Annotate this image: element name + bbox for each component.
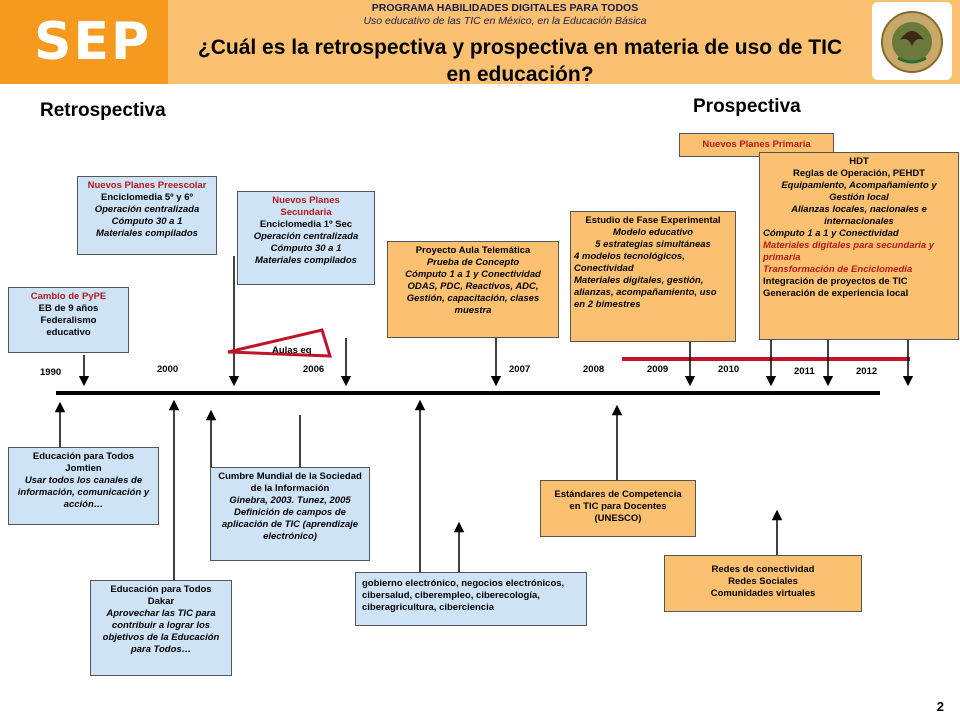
hdt-title: Reglas de Operación, PEHDT xyxy=(793,168,925,179)
dakar-line: para Todos… xyxy=(130,644,192,655)
jomtien-title: Educación para Todos xyxy=(32,451,135,462)
jomtien-title: Jomtien xyxy=(65,463,102,474)
pype-line: educativo xyxy=(46,327,91,338)
hdt-line: Gestión local xyxy=(829,192,889,203)
dakar-line: Aprovechar las TIC para xyxy=(106,608,216,619)
year-label: 2000 xyxy=(157,364,179,375)
experimental-line: 4 modelos tecnológicos, xyxy=(574,251,685,262)
secundaria-title: Nuevos Planes xyxy=(272,195,340,206)
hdt-line: Cómputo 1 a 1 y Conectividad xyxy=(763,228,899,239)
unesco-line: en TIC para Docentes xyxy=(569,501,667,512)
preescolar-line: Cómputo 30 a 1 xyxy=(111,216,183,227)
year-label: 2008 xyxy=(583,364,605,375)
jomtien-line: información, comunicación y xyxy=(17,487,150,498)
year-label: 2009 xyxy=(647,364,669,375)
primaria-box: Nuevos Planes Primaria xyxy=(679,133,834,157)
preescolar-line: Enciclomedia 5º y 6º xyxy=(101,192,193,203)
secundaria-line: Cómputo 30 a 1 xyxy=(270,243,342,254)
gobierno-line: gobierno electrónico, negocios electrónicos, xyxy=(362,578,565,589)
pype-title: Cambio de PyPE xyxy=(30,291,107,302)
hdt-line: Materiales digitales para secundaria y xyxy=(763,240,935,251)
unesco-line: (UNESCO) xyxy=(594,513,642,524)
cumbre-title: Cumbre Mundial de la Sociedad xyxy=(218,471,362,482)
dakar-line: contribuir a lograr los xyxy=(111,620,211,631)
program-title: PROGRAMA HABILIDADES DIGITALES PARA TODOS xyxy=(371,2,639,14)
cumbre-line: aplicación de TIC (aprendizaje xyxy=(221,519,359,530)
unesco-line: Estándares de Competencia xyxy=(554,489,682,500)
telematica-box xyxy=(387,241,559,338)
dakar-title: Educación para Todos xyxy=(110,584,212,595)
telematica-title: Proyecto Aula Telemática xyxy=(415,245,531,256)
experimental-box xyxy=(570,211,736,342)
dakar-line: objetivos de la Educación xyxy=(102,632,220,643)
hdt-line: Generación de experiencia local xyxy=(763,288,909,299)
hdt-line: Integración de proyectos de TIC xyxy=(763,276,908,287)
telematica-line: muestra xyxy=(454,305,492,316)
pype-line: EB de 9 años xyxy=(38,303,99,314)
experimental-line: alianzas, acompañamiento, uso xyxy=(574,287,717,298)
year-label: 2011 xyxy=(794,366,815,377)
pype-box xyxy=(8,287,129,353)
aulas-label: Aulas eq xyxy=(272,345,312,356)
retrospectiva-heading: Retrospectiva xyxy=(40,100,166,121)
gobierno-line: ciberagricultura, ciberciencia xyxy=(362,602,495,613)
cumbre-line: Definición de campos de xyxy=(234,507,346,518)
prospectiva-heading: Prospectiva xyxy=(693,96,801,117)
secundaria-line: Enciclomedia 1º Sec xyxy=(259,219,353,230)
hdt-line: Alianzas locales, nacionales e xyxy=(791,204,927,215)
year-label: 1990 xyxy=(40,367,62,378)
gobierno-box xyxy=(355,572,587,626)
gobierno-line: cibersalud, ciberempleo, ciberecología, xyxy=(362,590,540,601)
redes-box xyxy=(664,555,862,612)
secundaria-box xyxy=(237,191,375,285)
jomtien-line: acción… xyxy=(63,499,104,510)
year-label: 2012 xyxy=(856,366,878,377)
dakar-box xyxy=(90,580,232,676)
preescolar-line: Operación centralizada xyxy=(94,204,200,215)
telematica-line: ODAS, PDC, Reactivos, ADC, xyxy=(407,281,539,292)
year-label: 2010 xyxy=(718,364,740,375)
hdt-line: Transformación de Enciclomedia xyxy=(763,264,913,275)
experimental-line: 5 estrategias simultáneas xyxy=(595,239,711,250)
telematica-line: Cómputo 1 a 1 y Conectividad xyxy=(405,269,541,280)
hdt-box xyxy=(759,152,959,340)
experimental-title: Estudio de Fase Experimental xyxy=(585,215,721,226)
cumbre-title: de la Información xyxy=(250,483,330,494)
jomtien-line: Usar todos los canales de xyxy=(24,475,143,486)
cumbre-box xyxy=(210,467,370,561)
experimental-line: Modelo educativo xyxy=(612,227,694,238)
year-label: 2007 xyxy=(509,364,531,375)
page-title-line-2: en educación? xyxy=(446,63,594,86)
experimental-line: en 2 bimestres xyxy=(574,299,641,310)
sep-logo-text: SEP xyxy=(34,12,152,72)
secundaria-line: Operación centralizada xyxy=(253,231,359,242)
cumbre-line: Ginebra, 2003. Tunez, 2005 xyxy=(229,495,351,506)
program-subtitle: Uso educativo de las TIC en México, en la Educación Básica xyxy=(363,15,647,27)
page-number: 2 xyxy=(936,699,944,714)
redes-line: Redes Sociales xyxy=(728,576,798,587)
jomtien-box xyxy=(8,447,159,525)
hdt-title: HDT xyxy=(849,156,869,167)
unesco-box xyxy=(540,480,696,537)
secundaria-title: Secundaria xyxy=(280,207,332,218)
cumbre-line: electrónico) xyxy=(263,531,317,542)
hdt-line: internacionales xyxy=(824,216,894,227)
experimental-line: Conectividad xyxy=(574,263,634,274)
secundaria-line: Materiales compilados xyxy=(255,255,357,266)
experimental-line: Materiales digitales, gestión, xyxy=(574,275,704,286)
preescolar-title: Nuevos Planes Preescolar xyxy=(87,180,207,191)
preescolar-box xyxy=(77,176,217,255)
hdt-line: Equipamiento, Acompañamiento y xyxy=(781,180,937,191)
telematica-line: Gestión, capacitación, clases xyxy=(406,293,540,304)
redes-line: Redes de conectividad xyxy=(711,564,815,575)
page-title-line-1: ¿Cuál es la retrospectiva y prospectiva en materia de uso de TIC xyxy=(197,36,843,59)
preescolar-line: Materiales compilados xyxy=(96,228,198,239)
telematica-line: Prueba de Concepto xyxy=(426,257,520,268)
year-label: 2006 xyxy=(303,364,325,375)
dakar-title: Dakar xyxy=(147,596,175,607)
pype-line: Federalismo xyxy=(40,315,97,326)
hdt-line: primaria xyxy=(763,252,801,263)
redes-line: Comunidades virtuales xyxy=(710,588,816,599)
